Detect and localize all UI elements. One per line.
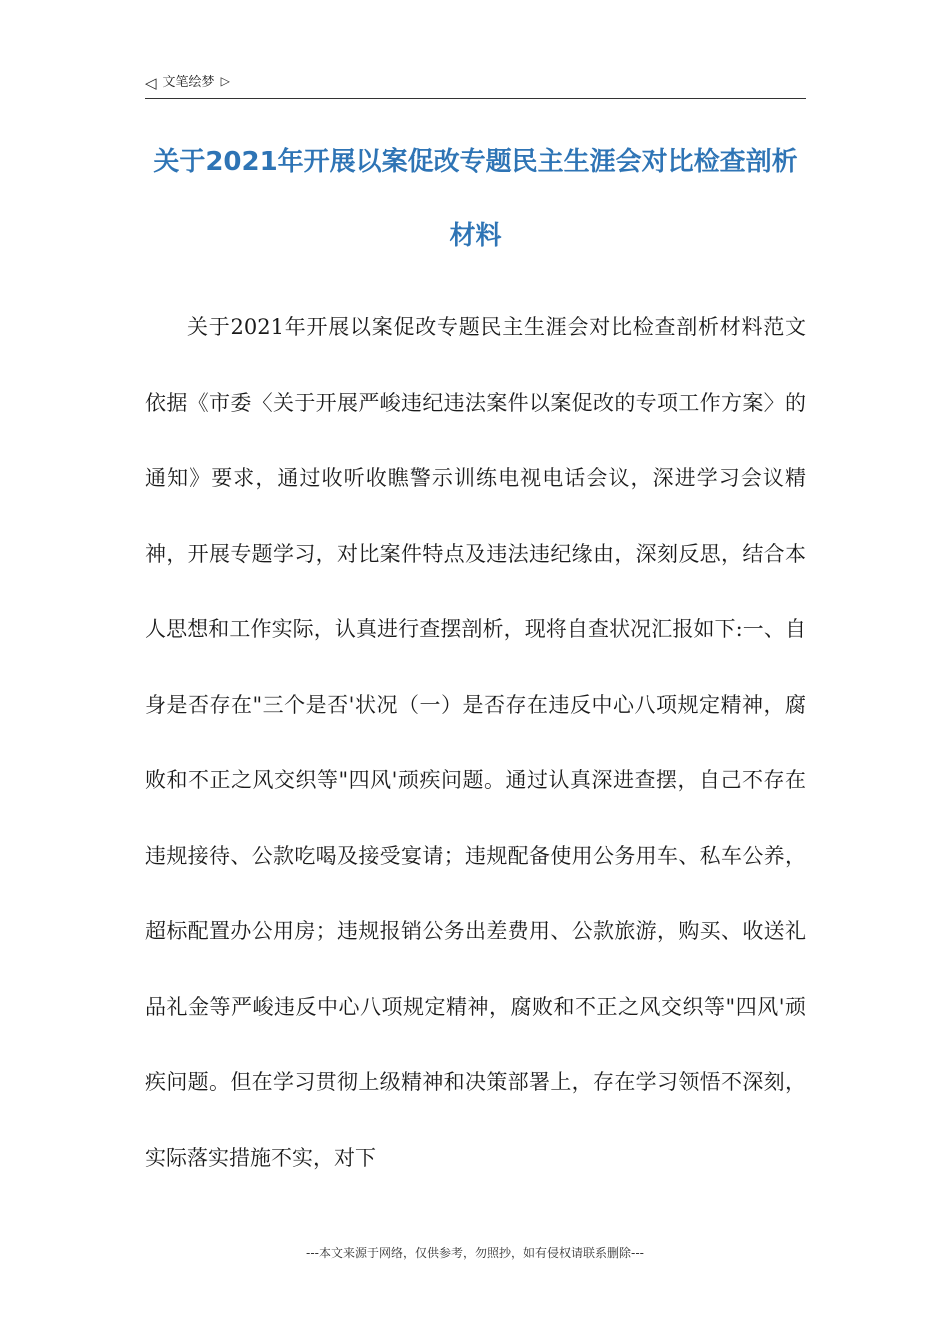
right-triangle-icon: ▷	[220, 74, 230, 88]
left-triangle-icon: ◁	[145, 74, 157, 92]
document-title: 关于2021年开展以案促改专题民主生涯会对比检查剖析材料	[153, 147, 798, 251]
page-header	[145, 72, 806, 99]
document-body: 关于2021年开展以案促改专题民主生涯会对比检查剖析材料范文依据《市委〈关于开展严峻违纪违法案件以案促改的专项工作方案〉的通知》要求，通过收听收瞧警示训练电视电话会议，深进学习会议精神，开展专题学习，对比案件特点及违法违纪缘由，深刻反思，结合本人思想和工作实际，认真进行查摆剖析，现将自查状况汇报如下:一、自身是否存在"三个是否'状况（一）是否存在违反中心八项规定精神，腐败和不正之风交织等"四风'顽疾问题。通过认真深进查摆，自己不存在违规接待、公款吃喝及接受宴请；违规配备使用公务用车、私车公养，超标配置办公用房；违规报销公务出差费用、公款旅游，购买、收送礼品礼金等严峻违反中心八项规定精神，腐败和不正之风交织等"四风'顽疾问题。但在学习贯彻上级精神和决策部署上，存在学习领悟不深刻，实际落实措施不实，对下	[145, 315, 806, 1170]
header-brand: 文笔绘梦	[162, 75, 215, 90]
footer-notice: ---本文来源于网络，仅供参考，勿照抄，如有侵权请联系删除---	[306, 1246, 644, 1260]
